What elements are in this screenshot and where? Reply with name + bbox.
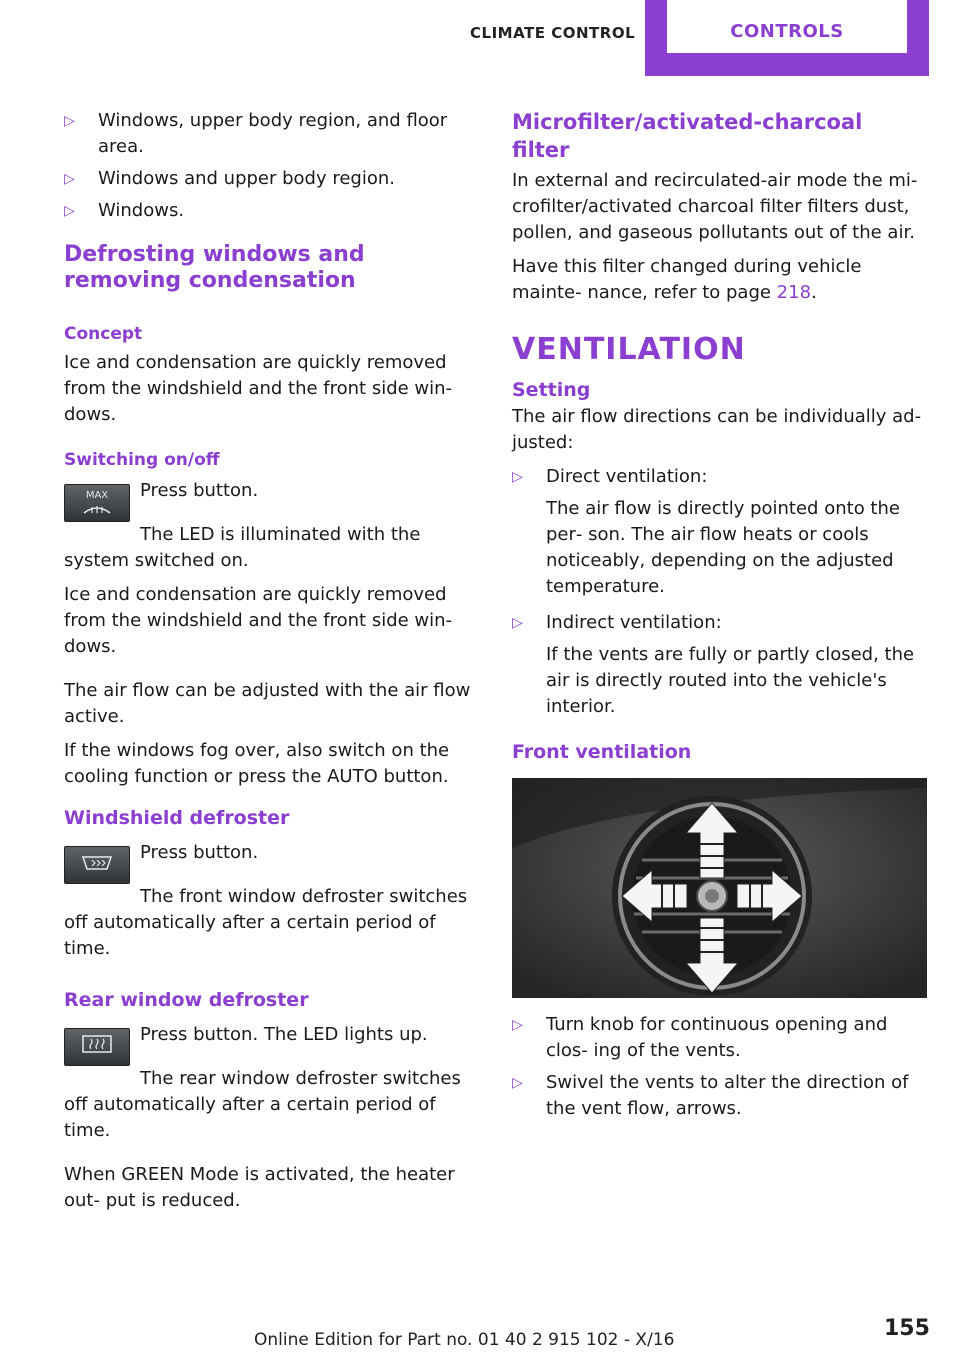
left-column (64, 108, 479, 1222)
triangle-right-icon: ▷ (64, 171, 75, 187)
triangle-right-icon: ▷ (512, 615, 523, 631)
vent-photo (512, 778, 927, 998)
list-item: ▷ Indirect ventilation: If the vents are fully or partly closed, the air is directly routed into the vehicle's interior. (512, 612, 915, 717)
list-item: ▷ Turn knob for continuous opening and clos‐ ing of the vents. (512, 1014, 888, 1061)
section-title: CLIMATE CONTROL (470, 24, 636, 42)
filter-text-2: Have this filter changed during vehicle mainte‐ nance, refer to page 218. (512, 256, 862, 303)
list-item: ▷ Direct ventilation: The air flow is directly pointed onto the per‐ son. The air flow heats or cools noticeably, depending on the adjusted temperature. (512, 466, 900, 597)
max-defrost-icon: MAX (64, 484, 130, 522)
rear-button-row: Press button. The LED lights up. (64, 1022, 479, 1066)
green-mode-text: When GREEN Mode is activated, the heater out‐ put is reduced. (64, 1164, 455, 1211)
list-item: ▷ Windows. (64, 198, 479, 224)
windshield-button-row: Press button. (64, 840, 479, 884)
defrost-heading: Defrosting windows and removing condensation (64, 242, 365, 293)
filter-text: In external and recirculated-air mode the mi‐ crofilter/activated charcoal filter filters dust, pollen, and gaseous pollutants out of the air. (512, 170, 918, 243)
triangle-right-icon: ▷ (512, 1075, 523, 1091)
list-item: ▷ Windows and upper body region. (64, 166, 479, 192)
right-column (512, 108, 927, 1128)
page-link[interactable]: 218 (776, 282, 812, 303)
windshield-defroster-icon (64, 846, 130, 884)
triangle-right-icon: ▷ (512, 1017, 523, 1033)
fog-text: If the windows fog over, also switch on the cooling function or press the AUTO button. (64, 740, 450, 787)
ventilation-heading: VENTILATION (512, 332, 746, 367)
setting-text: The air flow directions can be individually ad‐ justed: (512, 406, 922, 453)
filter-heading: Microfilter/activated-charcoal filter (512, 110, 863, 162)
triangle-right-icon: ▷ (512, 469, 523, 485)
chapter-tab-label: CONTROLS (667, 0, 907, 53)
switch-heading: Switching on/off (64, 450, 220, 470)
edition-text: Online Edition for Part no. 01 40 2 915 102 - X/16 (254, 1330, 675, 1350)
concept-heading: Concept (64, 324, 143, 344)
air-flow-text: The air flow can be adjusted with the air flow active. (64, 680, 471, 727)
rear-heading: Rear window defroster (64, 989, 309, 1011)
windshield-heading: Windshield defroster (64, 807, 290, 829)
chapter-tab (645, 0, 929, 76)
max-button-row: MAX Press button. (64, 478, 479, 522)
windshield-text: The front window defroster switches off automatically after a certain period of time. (64, 886, 468, 959)
triangle-right-icon: ▷ (64, 203, 75, 219)
switch-text: Ice and condensation are quickly removed from the windshield and the front side win‐ dows. (64, 584, 453, 657)
list-item: ▷ Swivel the vents to alter the direction of the vent flow, arrows. (512, 1072, 909, 1119)
page-number: 155 (884, 1316, 930, 1341)
triangle-right-icon: ▷ (64, 113, 75, 129)
switch-led-text: The LED is illuminated with the system switched on. (64, 524, 421, 571)
list-item: ▷ Windows, upper body region, and floor area. (64, 110, 448, 157)
setting-heading: Setting (512, 379, 591, 401)
rear-window-defroster-icon (64, 1028, 130, 1066)
rear-text: The rear window defroster switches off automatically after a certain period of time. (64, 1068, 461, 1141)
front-ventilation-heading: Front ventilation (512, 741, 692, 763)
concept-text: Ice and condensation are quickly removed from the windshield and the front side win‐ dows. (64, 352, 453, 425)
